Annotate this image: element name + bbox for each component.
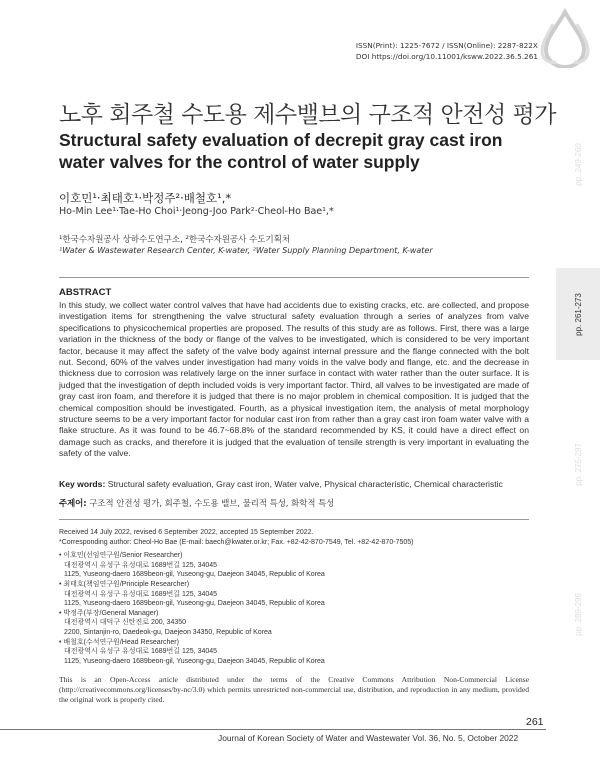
issn-line: ISSN(Print): 1225-7672 / ISSN(Online): 2287-822X <box>355 41 538 50</box>
side-tab-pp-249-260[interactable] <box>556 118 600 210</box>
author-note-address-kr: 대전광역시 유성구 유성대로 1689번길 125, 34045 <box>64 590 218 598</box>
keywords-english <box>59 479 529 489</box>
footer-divider <box>0 729 546 730</box>
side-tab-label: pp. 261-273 <box>573 292 583 336</box>
author-note-2 <box>59 580 529 609</box>
author-note-address-en: 1125, Yuseong-daero 1689beon-gil, Yuseong-gu, Daejeon 34045, Republic of Korea <box>64 600 325 608</box>
author-note-address-kr: 대전광역시 유성구 유성대로 1689번길 125, 34045 <box>64 648 218 656</box>
corresponding-author: *Corresponding author: Cheol-Ho Bae (E-mail: baech@kwater.or.kr; Fax. +82-42-870-7549, Tel. +82-42-870-7505) <box>59 538 414 546</box>
keywords-value: Structural safety evaluation, Gray cast iron, Water valve, Physical characteristic, Chemical characteristic <box>107 479 503 489</box>
side-tab-pp-275-287[interactable] <box>556 418 600 510</box>
author-note-name: • 박정주(부장/General Manager) <box>59 609 159 617</box>
page-number: 261 <box>526 716 544 728</box>
affiliation-korean: ¹한국수자원공사 상하수도연구소, ²한국수자원공사 수도기획처 <box>59 235 291 245</box>
abstract-text: In this study, we collect water control valves that have had accidents due to existing cracks, etc. are collected, and propose investigation items for strengthening the valve structural safety evaluation through a series of analyzes from valve specifications to physicochemical properties are proposed. The results of this study are as follows. First, there was a large variation in the thickness of the body or flange of the valves to be investigated, which is considered to be very important factor, because it may affect the safety of the valve body against internal pressure and the flange connected with the bolt nut. Second, 60% of the valves under investigation had many voids in the valve body and flange, etc. and the decrease in thickness due to corrosion was relatively large on the inner surface in contact with water rather than the outer surface. It is judged that the investigation of depth included voids is very important factor. Third, all valves to be investigated are made of gray cast iron foam, and therefore it is judged that there is no major problem in chemical composition. It is judged that the chemical composition should be investigated. Fourth, as a physical investigation item, the analysis of metal morphology structure seems to be a very important factor for nodular cast iron from rather than a gray cast iron foam water valve with a flake structure. As it was found to be 46.7~68.8% of the standard recommended by KS, it could have a direct effect on damage such as cracks, and therefore it is judged that the evaluation of tensile strength is very important in evaluating the safety of the valve. <box>59 300 529 459</box>
authors-korean: 이호민¹·최태호¹·박정주²·배철호¹,* <box>59 191 232 205</box>
side-tab-pp-289-296[interactable] <box>556 568 600 660</box>
author-note-address-kr: 대전광역시 대덕구 신탄진로 200, 34350 <box>64 619 187 627</box>
author-note-address-kr: 대전광역시 유성구 유성대로 1689번길 125, 34045 <box>64 561 218 569</box>
keywords-kr-value: 구조적 안전성 평가, 회주철, 수도용 밸브, 물리적 특성, 화학적 특성 <box>89 498 335 508</box>
side-tab-pp-261-273[interactable] <box>556 268 600 360</box>
abstract-heading: ABSTRACT <box>59 287 112 298</box>
keywords-kr-label: 주제어: <box>59 498 87 508</box>
author-note-address-en: 1125, Yuseong-daero 1689beon-gil, Yuseong-gu, Daejeon 34045, Republic of Korea <box>64 657 325 665</box>
issn-doi-block <box>356 40 538 62</box>
title-korean: 노후 회주철 수도용 제수밸브의 구조적 안전성 평가 <box>59 102 556 128</box>
journal-logo-icon <box>536 8 594 68</box>
keywords-label: Key words: <box>59 479 106 489</box>
author-note-name: • 배철호(수석연구원/Head Researcher) <box>59 638 179 646</box>
authors-english: Ho-Min Lee¹·Tae-Ho Choi¹·Jeong-Joo Park²·Cheol-Ho Bae¹,* <box>59 206 334 217</box>
author-note-address-en: 2200, Sintanjin-ro, Daedeok-gu, Daejeon 34350, Republic of Korea <box>64 628 272 636</box>
author-note-name: • 이호민(선임연구원/Senior Researcher) <box>59 552 183 560</box>
author-note-3 <box>59 609 529 638</box>
author-note-1 <box>59 551 529 580</box>
footnotes <box>59 528 529 666</box>
journal-citation: Journal of Korean Society of Water and Wastewater Vol. 36, No. 5, October 2022 <box>218 733 519 743</box>
side-tab-label: pp. 249-260 <box>573 142 583 186</box>
author-note-name: • 최태호(책임연구원/Principle Researcher) <box>59 580 190 588</box>
author-note-4 <box>59 638 529 667</box>
author-note-address-en: 1125, Yuseong-daero 1689beon-gil, Yuseong-gu, Daejeon 34045, Republic of Korea <box>64 571 325 579</box>
affiliation-english: ¹Water & Wastewater Research Center, K-water, ²Water Supply Planning Department, K-water <box>59 246 433 255</box>
title-english: Structural safety evaluation of decrepit gray cast iron water valves for the control of water supply <box>59 130 503 172</box>
divider <box>59 277 529 278</box>
divider <box>59 519 529 520</box>
received-dates: Received 14 July 2022, revised 6 September 2022, accepted 15 September 2022. <box>59 529 314 536</box>
side-tab-label: pp. 275-287 <box>573 442 583 486</box>
license-notice: This is an Open-Access article distributed under the terms of the Creative Commons Attribution Non-Commercial License (http://creativecommons.org/licenses/by-nc/3.0) which permits unrestricted non-commercial use, distribution, and reproduction in any medium, provided the original work is properly cited. <box>59 675 529 704</box>
keywords-korean <box>59 497 529 509</box>
side-tab-label: pp. 289-296 <box>573 592 583 636</box>
doi-link[interactable]: DOI https://doi.org/10.11001/ksww.2022.36.5.261 <box>355 52 538 61</box>
